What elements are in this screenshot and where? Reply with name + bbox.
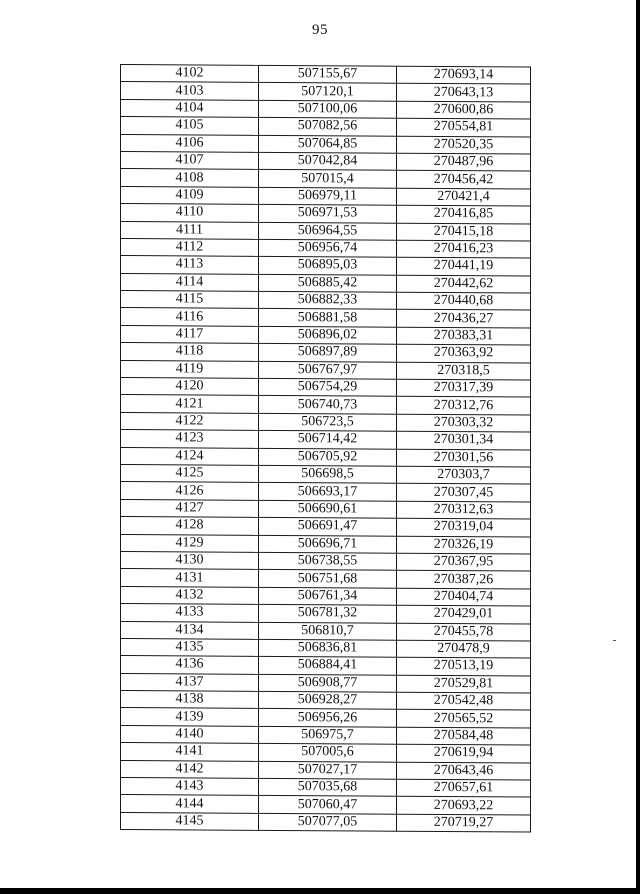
y-coordinate-cell: 270301,34 bbox=[397, 431, 531, 449]
x-coordinate-cell: 506754,29 bbox=[259, 378, 397, 396]
point-number-cell: 4122 bbox=[121, 412, 259, 430]
point-number-cell: 4131 bbox=[121, 569, 259, 587]
table-row bbox=[121, 447, 531, 467]
y-coordinate-cell: 270520,35 bbox=[397, 136, 531, 154]
x-coordinate-cell: 506705,92 bbox=[259, 448, 397, 466]
x-coordinate-cell: 506897,89 bbox=[259, 344, 397, 362]
table-row bbox=[121, 325, 531, 345]
y-coordinate-cell: 270421,4 bbox=[397, 188, 531, 206]
table-row bbox=[121, 569, 531, 589]
x-coordinate-cell: 506956,26 bbox=[259, 709, 397, 727]
y-coordinate-cell: 270554,81 bbox=[397, 118, 531, 136]
point-number-cell: 4102 bbox=[121, 65, 259, 83]
x-coordinate-cell: 506956,74 bbox=[259, 239, 397, 257]
point-number-cell: 4137 bbox=[121, 673, 259, 691]
coordinates-table-body bbox=[121, 65, 531, 833]
y-coordinate-cell: 270643,46 bbox=[397, 762, 531, 780]
table-row bbox=[121, 795, 531, 815]
y-coordinate-cell: 270657,61 bbox=[397, 779, 531, 797]
point-number-cell: 4134 bbox=[121, 621, 259, 639]
x-coordinate-cell: 507060,47 bbox=[259, 796, 397, 814]
table-row bbox=[121, 412, 531, 432]
y-coordinate-cell: 270513,19 bbox=[397, 657, 531, 675]
x-coordinate-cell: 506714,42 bbox=[259, 431, 397, 449]
point-number-cell: 4123 bbox=[121, 430, 259, 448]
table-row bbox=[121, 65, 531, 85]
x-coordinate-cell: 506882,33 bbox=[259, 291, 397, 309]
y-coordinate-cell: 270542,48 bbox=[397, 692, 531, 710]
table-row bbox=[121, 725, 531, 745]
point-number-cell: 4128 bbox=[121, 517, 259, 535]
x-coordinate-cell: 506895,03 bbox=[259, 257, 397, 275]
table-row bbox=[121, 778, 531, 798]
table-row bbox=[121, 273, 531, 293]
x-coordinate-cell: 507015,4 bbox=[259, 170, 397, 188]
y-coordinate-cell: 270312,63 bbox=[397, 501, 531, 519]
point-number-cell: 4106 bbox=[121, 134, 259, 152]
x-coordinate-cell: 507035,68 bbox=[259, 778, 397, 796]
point-number-cell: 4130 bbox=[121, 551, 259, 569]
y-coordinate-cell: 270584,48 bbox=[397, 727, 531, 745]
y-coordinate-cell: 270363,92 bbox=[397, 344, 531, 362]
point-number-cell: 4126 bbox=[121, 482, 259, 500]
scan-edge-right bbox=[636, 0, 640, 894]
x-coordinate-cell: 506740,73 bbox=[259, 396, 397, 414]
x-coordinate-cell: 506975,7 bbox=[259, 726, 397, 744]
table-row bbox=[121, 621, 531, 641]
y-coordinate-cell: 270312,76 bbox=[397, 397, 531, 415]
point-number-cell: 4118 bbox=[121, 343, 259, 361]
x-coordinate-cell: 506885,42 bbox=[259, 274, 397, 292]
x-coordinate-cell: 506896,02 bbox=[259, 326, 397, 344]
point-number-cell: 4111 bbox=[121, 221, 259, 239]
table-row bbox=[121, 134, 531, 154]
point-number-cell: 4104 bbox=[121, 99, 259, 117]
point-number-cell: 4114 bbox=[121, 273, 259, 291]
x-coordinate-cell: 506979,11 bbox=[259, 187, 397, 205]
point-number-cell: 4143 bbox=[121, 778, 259, 796]
table-row bbox=[121, 430, 531, 450]
x-coordinate-cell: 507082,56 bbox=[259, 118, 397, 136]
table-row bbox=[121, 812, 531, 832]
point-number-cell: 4110 bbox=[121, 204, 259, 222]
table-row bbox=[121, 551, 531, 571]
table-row bbox=[121, 99, 531, 119]
table-row bbox=[121, 534, 531, 554]
point-number-cell: 4117 bbox=[121, 325, 259, 343]
table-row bbox=[121, 169, 531, 189]
y-coordinate-cell: 270441,19 bbox=[397, 257, 531, 275]
table-row bbox=[121, 656, 531, 676]
x-coordinate-cell: 507155,67 bbox=[259, 65, 397, 83]
x-coordinate-cell: 506751,68 bbox=[259, 570, 397, 588]
x-coordinate-cell: 507042,84 bbox=[259, 152, 397, 170]
y-coordinate-cell: 270415,18 bbox=[397, 223, 531, 241]
y-coordinate-cell: 270429,01 bbox=[397, 605, 531, 623]
page-number: 95 bbox=[312, 22, 328, 38]
table-row bbox=[121, 482, 531, 502]
y-coordinate-cell: 270416,85 bbox=[397, 205, 531, 223]
x-coordinate-cell: 506928,27 bbox=[259, 691, 397, 709]
table-row bbox=[121, 708, 531, 728]
x-coordinate-cell: 506696,71 bbox=[259, 535, 397, 553]
x-coordinate-cell: 506691,47 bbox=[259, 518, 397, 536]
point-number-cell: 4129 bbox=[121, 534, 259, 552]
y-coordinate-cell: 270303,32 bbox=[397, 414, 531, 432]
x-coordinate-cell: 507064,85 bbox=[259, 135, 397, 153]
point-number-cell: 4136 bbox=[121, 656, 259, 674]
table-row bbox=[121, 343, 531, 363]
table-row bbox=[121, 256, 531, 276]
point-number-cell: 4142 bbox=[121, 760, 259, 778]
x-coordinate-cell: 506723,5 bbox=[259, 413, 397, 431]
table-row bbox=[121, 517, 531, 537]
table-row bbox=[121, 604, 531, 624]
table-row bbox=[121, 204, 531, 224]
point-number-cell: 4119 bbox=[121, 360, 259, 378]
y-coordinate-cell: 270719,27 bbox=[397, 814, 531, 832]
y-coordinate-cell: 270416,23 bbox=[397, 240, 531, 258]
point-number-cell: 4127 bbox=[121, 499, 259, 517]
point-number-cell: 4103 bbox=[121, 82, 259, 100]
coordinates-table-wrapper bbox=[120, 64, 530, 833]
x-coordinate-cell: 506767,97 bbox=[259, 361, 397, 379]
x-coordinate-cell: 506836,81 bbox=[259, 639, 397, 657]
table-row bbox=[121, 82, 531, 102]
y-coordinate-cell: 270383,31 bbox=[397, 327, 531, 345]
point-number-cell: 4121 bbox=[121, 395, 259, 413]
x-coordinate-cell: 506698,5 bbox=[259, 465, 397, 483]
table-row bbox=[121, 360, 531, 380]
point-number-cell: 4105 bbox=[121, 117, 259, 135]
point-number-cell: 4108 bbox=[121, 169, 259, 187]
x-coordinate-cell: 506738,55 bbox=[259, 552, 397, 570]
point-number-cell: 4140 bbox=[121, 725, 259, 743]
point-number-cell: 4139 bbox=[121, 708, 259, 726]
y-coordinate-cell: 270643,13 bbox=[397, 84, 531, 102]
table-row bbox=[121, 464, 531, 484]
point-number-cell: 4132 bbox=[121, 586, 259, 604]
table-row bbox=[121, 760, 531, 780]
y-coordinate-cell: 270619,94 bbox=[397, 744, 531, 762]
table-row bbox=[121, 117, 531, 137]
y-coordinate-cell: 270318,5 bbox=[397, 362, 531, 380]
table-row bbox=[121, 378, 531, 398]
point-number-cell: 4145 bbox=[121, 812, 259, 830]
table-row bbox=[121, 186, 531, 206]
table-row bbox=[121, 691, 531, 711]
y-coordinate-cell: 270387,26 bbox=[397, 571, 531, 589]
y-coordinate-cell: 270442,62 bbox=[397, 275, 531, 293]
point-number-cell: 4109 bbox=[121, 186, 259, 204]
y-coordinate-cell: 270693,14 bbox=[397, 66, 531, 84]
point-number-cell: 4120 bbox=[121, 378, 259, 396]
x-coordinate-cell: 506908,77 bbox=[259, 674, 397, 692]
x-coordinate-cell: 506884,41 bbox=[259, 657, 397, 675]
y-coordinate-cell: 270326,19 bbox=[397, 536, 531, 554]
point-number-cell: 4107 bbox=[121, 151, 259, 169]
scan-edge-bottom bbox=[0, 888, 640, 894]
x-coordinate-cell: 507005,6 bbox=[259, 744, 397, 762]
point-number-cell: 4125 bbox=[121, 464, 259, 482]
point-number-cell: 4112 bbox=[121, 238, 259, 256]
table-row bbox=[121, 586, 531, 606]
y-coordinate-cell: 270319,04 bbox=[397, 518, 531, 536]
y-coordinate-cell: 270307,45 bbox=[397, 484, 531, 502]
x-coordinate-cell: 506810,7 bbox=[259, 622, 397, 640]
y-coordinate-cell: 270455,78 bbox=[397, 623, 531, 641]
point-number-cell: 4116 bbox=[121, 308, 259, 326]
y-coordinate-cell: 270436,27 bbox=[397, 310, 531, 328]
table-row bbox=[121, 308, 531, 328]
x-coordinate-cell: 506881,58 bbox=[259, 309, 397, 327]
y-coordinate-cell: 270456,42 bbox=[397, 171, 531, 189]
point-number-cell: 4144 bbox=[121, 795, 259, 813]
y-coordinate-cell: 270440,68 bbox=[397, 292, 531, 310]
point-number-cell: 4141 bbox=[121, 743, 259, 761]
y-coordinate-cell: 270487,96 bbox=[397, 153, 531, 171]
y-coordinate-cell: 270529,81 bbox=[397, 675, 531, 693]
y-coordinate-cell: 270301,56 bbox=[397, 449, 531, 467]
x-coordinate-cell: 506971,53 bbox=[259, 204, 397, 222]
x-coordinate-cell: 506693,17 bbox=[259, 483, 397, 501]
table-row bbox=[121, 395, 531, 415]
x-coordinate-cell: 506690,61 bbox=[259, 500, 397, 518]
table-row bbox=[121, 499, 531, 519]
point-number-cell: 4138 bbox=[121, 691, 259, 709]
table-row bbox=[121, 291, 531, 311]
table-row bbox=[121, 743, 531, 763]
x-coordinate-cell: 507077,05 bbox=[259, 813, 397, 831]
y-coordinate-cell: 270600,86 bbox=[397, 101, 531, 119]
scan-artifact bbox=[613, 640, 616, 641]
point-number-cell: 4133 bbox=[121, 604, 259, 622]
table-row bbox=[121, 638, 531, 658]
x-coordinate-cell: 507120,1 bbox=[259, 83, 397, 101]
table-row bbox=[121, 238, 531, 258]
x-coordinate-cell: 507100,06 bbox=[259, 100, 397, 118]
point-number-cell: 4113 bbox=[121, 256, 259, 274]
y-coordinate-cell: 270303,7 bbox=[397, 466, 531, 484]
y-coordinate-cell: 270317,39 bbox=[397, 379, 531, 397]
y-coordinate-cell: 270565,52 bbox=[397, 710, 531, 728]
y-coordinate-cell: 270693,22 bbox=[397, 797, 531, 815]
x-coordinate-cell: 507027,17 bbox=[259, 761, 397, 779]
y-coordinate-cell: 270367,95 bbox=[397, 553, 531, 571]
x-coordinate-cell: 506964,55 bbox=[259, 222, 397, 240]
x-coordinate-cell: 506761,34 bbox=[259, 587, 397, 605]
y-coordinate-cell: 270478,9 bbox=[397, 640, 531, 658]
table-row bbox=[121, 151, 531, 171]
point-number-cell: 4135 bbox=[121, 638, 259, 656]
table-row bbox=[121, 221, 531, 241]
coordinates-table bbox=[120, 64, 531, 833]
point-number-cell: 4115 bbox=[121, 291, 259, 309]
point-number-cell: 4124 bbox=[121, 447, 259, 465]
y-coordinate-cell: 270404,74 bbox=[397, 588, 531, 606]
x-coordinate-cell: 506781,32 bbox=[259, 604, 397, 622]
table-row bbox=[121, 673, 531, 693]
